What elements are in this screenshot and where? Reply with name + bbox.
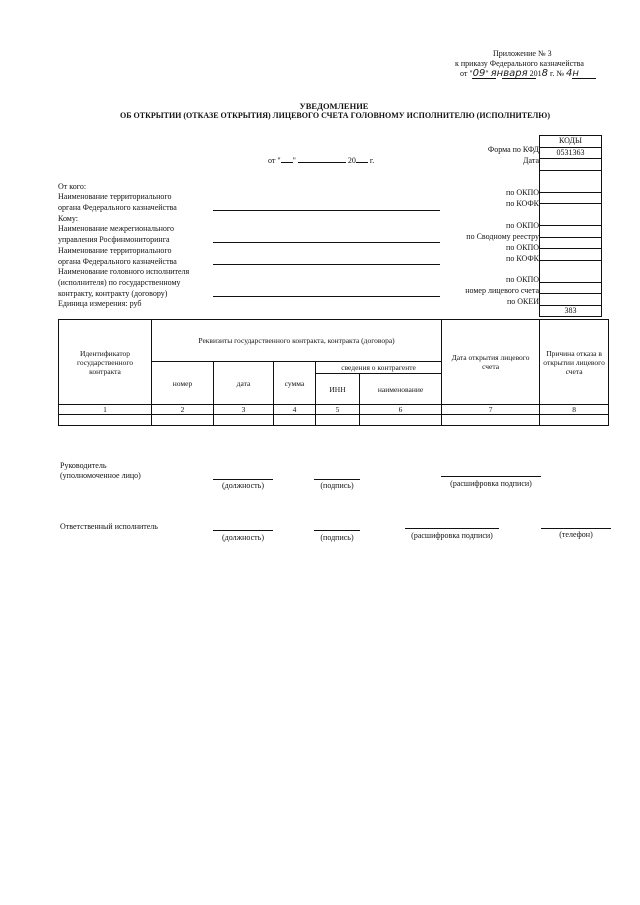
appendix-day: 09 — [472, 68, 486, 79]
field-tofk-from[interactable] — [213, 210, 440, 211]
cell-date[interactable] — [214, 415, 274, 426]
caption-decode-2: (расшифровка подписи) — [411, 531, 493, 540]
code-label-okpo-4: по ОКПО — [506, 275, 539, 284]
label-mru-1: Наименование межрегионального — [58, 224, 174, 233]
field-head-signature[interactable] — [314, 479, 360, 480]
code-okei: 383 — [564, 305, 577, 315]
label-mru-2: управления Росфинмониторинга — [58, 235, 170, 244]
th-identifier: Идентификатор государственного контракта — [59, 320, 152, 405]
appendix-line-2: к приказу Федерального казначейства — [455, 59, 584, 68]
appendix-date-prefix: от " — [460, 69, 473, 78]
label-tofk-2: органа Федерального казначейства — [58, 203, 177, 212]
cell-number[interactable] — [152, 415, 214, 426]
appendix-number: 4н — [566, 68, 579, 79]
code-okpo-2[interactable] — [540, 226, 601, 238]
date-quote: " — [292, 156, 296, 165]
field-head-position[interactable] — [213, 479, 273, 480]
field-head-decode[interactable] — [441, 476, 541, 477]
cell-date-open[interactable] — [442, 415, 540, 426]
code-registry[interactable] — [540, 238, 601, 250]
col-num-6: 6 — [360, 405, 442, 415]
doc-date-line — [268, 156, 374, 166]
label-to: Кому: — [58, 214, 78, 223]
caption-position: (должность) — [222, 481, 264, 490]
th-sum: сумма — [274, 362, 316, 405]
caption-signature: (подпись) — [320, 481, 354, 490]
th-date: дата — [214, 362, 274, 405]
caption-position-2: (должность) — [222, 533, 264, 542]
field-executor-position[interactable] — [213, 530, 273, 531]
col-num-5: 5 — [316, 405, 360, 415]
appendix-year-suffix: г. № — [547, 69, 564, 78]
code-label-okpo-3: по ОКПО — [506, 243, 539, 252]
code-kofk-1[interactable] — [540, 204, 601, 226]
code-okpo-3[interactable] — [540, 249, 601, 261]
field-executor-phone[interactable] — [541, 528, 611, 529]
code-okpo-4[interactable] — [540, 283, 601, 295]
th-reason: Причина отказа в открытии лицевого счета — [540, 320, 609, 405]
cell-reason[interactable] — [540, 415, 609, 426]
caption-phone: (телефон) — [559, 530, 593, 539]
col-num-4: 4 — [274, 405, 316, 415]
th-inn: ИНН — [316, 374, 360, 405]
caption-decode: (расшифровка подписи) — [450, 479, 532, 488]
appendix-line-1: Приложение № 3 — [493, 49, 552, 58]
col-num-2: 2 — [152, 405, 214, 415]
contracts-table — [58, 319, 609, 426]
code-label-account: номер лицевого счета — [465, 286, 539, 295]
label-tofk2-2: органа Федерального казначейства — [58, 257, 177, 266]
th-name: наименование — [360, 374, 442, 405]
th-contractor: сведения о контрагенте — [316, 362, 442, 374]
code-label-kofk-1: по КОФК — [506, 199, 539, 208]
cell-inn[interactable] — [316, 415, 360, 426]
code-date[interactable] — [540, 159, 601, 171]
col-num-3: 3 — [214, 405, 274, 415]
code-form: 0531363 — [540, 148, 601, 160]
th-number: номер — [152, 362, 214, 405]
table-row — [59, 415, 609, 426]
date-suffix: г. — [367, 156, 375, 165]
code-label-registry: по Сводному реестру — [466, 232, 539, 241]
appendix-month: января — [490, 68, 528, 79]
form-label: Форма по КФД — [487, 145, 539, 154]
doc-subtitle: ОБ ОТКРЫТИИ (ОТКАЗЕ ОТКРЫТИЯ) ЛИЦЕВОГО СЧЕТА ГОЛОВНОМУ ИСПОЛНИТЕЛЮ (ИСПОЛНИТЕЛЮ) — [120, 111, 550, 120]
label-executor: Ответственный исполнитель — [60, 522, 158, 531]
field-executor-decode[interactable] — [405, 528, 499, 529]
label-tofk2-1: Наименование территориального — [58, 246, 172, 255]
appendix-year: 8 — [541, 68, 548, 79]
code-spacer-1 — [540, 171, 601, 193]
cell-sum[interactable] — [274, 415, 316, 426]
col-num-8: 8 — [540, 405, 609, 415]
field-tofk-to[interactable] — [213, 264, 440, 265]
codes-header: КОДЫ — [540, 136, 601, 148]
label-head-signer: Руководитель — [60, 461, 107, 470]
doc-title: УВЕДОМЛЕНИЕ — [299, 101, 369, 111]
cell-identifier[interactable] — [59, 415, 152, 426]
label-head-1: Наименование головного исполнителя — [58, 267, 190, 276]
code-okpo-1[interactable] — [540, 193, 601, 205]
date-year: 20 — [347, 156, 356, 165]
code-label-okpo-1: по ОКПО — [506, 188, 539, 197]
appendix-quote: " — [485, 69, 489, 78]
label-from: От кого: — [58, 182, 87, 191]
col-num-1: 1 — [59, 405, 152, 415]
field-executor-signature[interactable] — [314, 530, 360, 531]
label-head-signer-note: (уполномоченное лицо) — [60, 471, 141, 480]
code-account[interactable] — [540, 294, 601, 306]
col-num-7: 7 — [442, 405, 540, 415]
label-head-3: контракту, контракту (договору) — [58, 289, 168, 298]
date-from: от " — [268, 156, 281, 165]
cell-name[interactable] — [360, 415, 442, 426]
field-head-executor[interactable] — [213, 296, 440, 297]
caption-signature-2: (подпись) — [320, 533, 354, 542]
code-kofk-2[interactable] — [540, 261, 601, 283]
field-mru[interactable] — [213, 242, 440, 243]
code-label-kofk-2: по КОФК — [506, 254, 539, 263]
code-label-okpo-2: по ОКПО — [506, 221, 539, 230]
label-head-2: (исполнителя) по государственному — [58, 278, 181, 287]
date-label: Дата — [523, 156, 539, 165]
code-label-okei: по ОКЕИ — [506, 297, 539, 306]
label-unit: Единица измерения: руб — [58, 299, 142, 308]
label-tofk-1: Наименование территориального — [58, 192, 172, 201]
th-requisites: Реквизиты государственного контракта, контракта (договора) — [152, 320, 442, 362]
th-date-open: Дата открытия лицевого счета — [442, 320, 540, 405]
codes-box — [539, 135, 602, 317]
appendix-year-prefix: 201 — [529, 69, 542, 78]
